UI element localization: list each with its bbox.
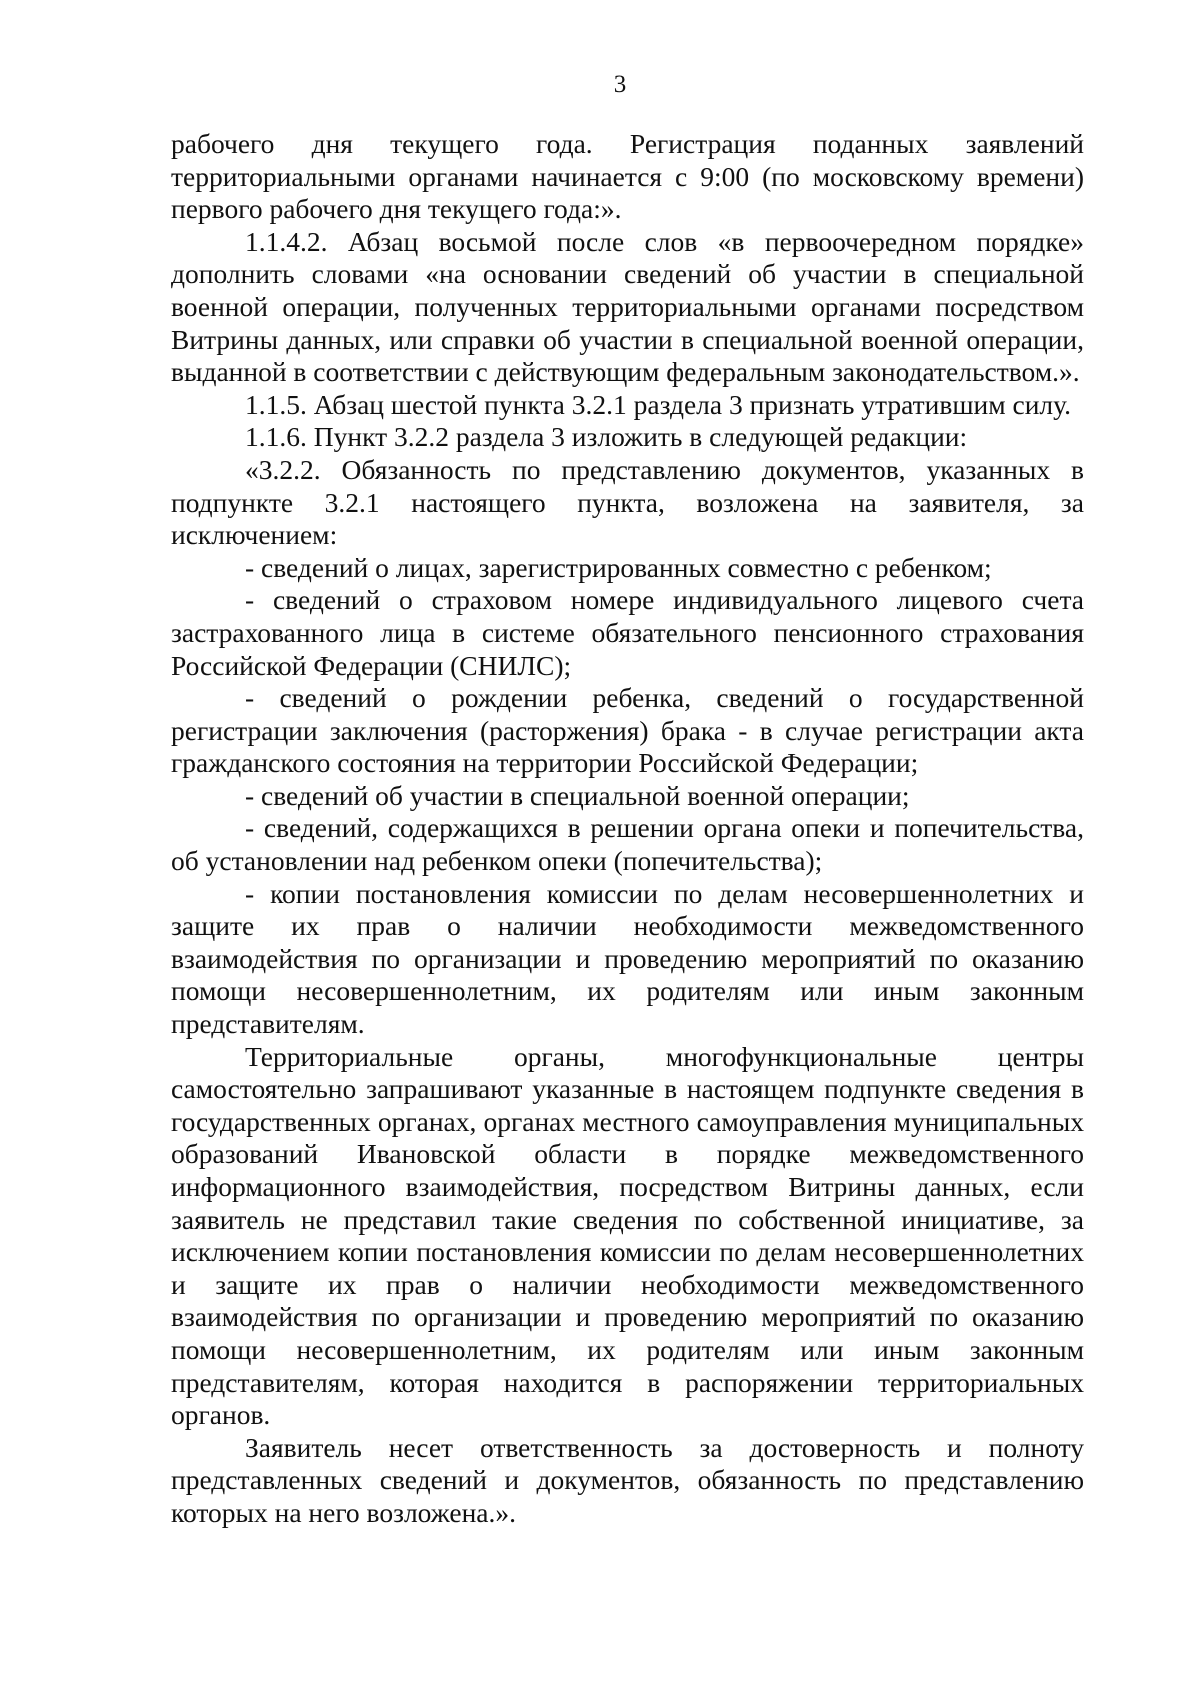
paragraph-3-2-2: «3.2.2. Обязанность по представлению документов, указанных в подпункте 3.2.1 настоящего пункта, возложена на заявителя, за исключением:	[171, 453, 1084, 551]
page-number: 3	[613, 71, 627, 98]
paragraph-applicant-responsibility: Заявитель несет ответственность за достоверность и полноту представленных сведений и документов, обязанность по представлению которых на него возложена.».	[171, 1431, 1084, 1528]
list-item-birth-marriage: - сведений о рождении ребенка, сведений о государственной регистрации заключения (расторжения) брака - в случае регистрации акта гражданского состояния на территории Российской Федерации;	[171, 682, 1084, 779]
paragraph-registration-start: рабочего дня текущего года. Регистрация поданных заявлений территориальными органами начинается с 9:00 (по московскому времени) первого рабочего дня текущего года:».	[171, 128, 1084, 225]
list-item-registered-persons: - сведений о лицах, зарегистрированных совместно с ребенком;	[245, 551, 992, 583]
paragraph-1-1-5: 1.1.5. Абзац шестой пункта 3.2.1 раздела 3 признать утратившим силу.	[245, 388, 1072, 420]
document-body	[171, 128, 1084, 1530]
list-item-military-operation: - сведений об участии в специальной военной операции;	[245, 779, 910, 811]
paragraph-territorial-bodies: Территориальные органы, многофункциональные центры самостоятельно запрашивают указанные в настоящем подпункте сведения в государственных органах, органах местного самоуправления муниципальных образований Ивановской области в порядке межведомственного информационного взаимодействия, посредством Витрины данных, если заявитель не представил такие сведения по собственной инициативе, за исключением копии постановления комиссии по делам несовершеннолетних и защите их прав о наличии необходимости межведомственного взаимодействия по организации и проведению мероприятий по оказанию помощи несовершеннолетним, их родителям или иным законным представителям, которая находится в распоряжении территориальных органов.	[171, 1040, 1084, 1431]
list-item-guardianship: - сведений, содержащихся в решении органа опеки и попечительства, об установлении над ребенком опеки (попечительства);	[171, 812, 1084, 877]
paragraph-1-1-6: 1.1.6. Пункт 3.2.2 раздела 3 изложить в следующей редакции:	[245, 421, 968, 453]
list-item-commission-resolution: - копии постановления комиссии по делам несовершеннолетних и защите их прав о наличии необходимости межведомственного взаимодействия по организации и проведению мероприятий по оказанию помощи несовершеннолетним, их родителям или иным законным представителям.	[171, 877, 1084, 1040]
paragraph-1-1-4-2: 1.1.4.2. Абзац восьмой после слов «в первоочередном порядке» дополнить словами «на основании сведений об участии в специальной военной операции, полученных территориальными органами посредством Витрины данных, или справки об участии в специальной военной операции, выданной в соответствии с действующим федеральным законодательством.».	[171, 225, 1084, 388]
list-item-snils: - сведений о страховом номере индивидуального лицевого счета застрахованного лица в системе обязательного пенсионного страхования Российской Федерации (СНИЛС);	[171, 584, 1084, 681]
